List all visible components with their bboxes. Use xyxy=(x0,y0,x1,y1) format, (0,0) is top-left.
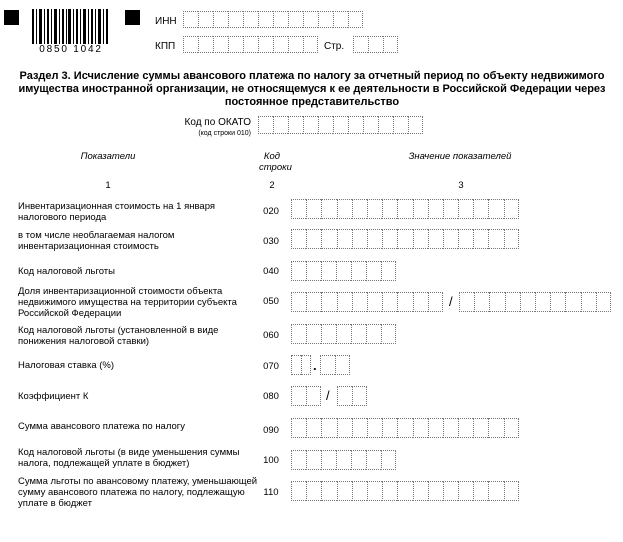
row-label-060: Код налоговой льготы (установленной в виде понижения налоговой ставки) xyxy=(18,325,219,347)
okato-label-block xyxy=(165,117,251,139)
column-number-3: 3 xyxy=(458,180,464,191)
inn-field[interactable] xyxy=(183,11,363,28)
row-label-080: Коэффициент К xyxy=(18,391,89,402)
kpp-label: КПП xyxy=(155,41,176,52)
value-field-070-integer[interactable] xyxy=(291,355,311,375)
kpp-field[interactable] xyxy=(183,36,318,53)
value-field-070-fraction[interactable] xyxy=(320,355,350,375)
row-label-020: Инвентаризационная стоимость на 1 января налогового периода xyxy=(18,201,216,223)
row-code-100: 100 xyxy=(263,455,279,466)
row-label-090: Сумма авансового платежа по налогу xyxy=(18,421,185,432)
section-title: Раздел 3. Исчисление суммы авансового платежа по налогу за отчетный период по объекту недвижимого имущества иностранной организации, не относящемуся к ее деятельности в Российской Федерации через постоянное представительство xyxy=(18,70,606,108)
okato-sublabel: (код строки 010) xyxy=(198,130,251,137)
page-number-field[interactable] xyxy=(353,36,398,53)
column-header-line-code: Код строки xyxy=(259,151,292,173)
separator-dot-070: . xyxy=(313,358,317,373)
barcode-number: 0850 1042 xyxy=(39,44,103,55)
row-label-070: Налоговая ставка (%) xyxy=(18,360,115,371)
corner-marker-right xyxy=(125,10,140,25)
page-label: Стр. xyxy=(324,41,345,52)
okato-label: Код по ОКАТО xyxy=(184,117,251,128)
value-field-090[interactable] xyxy=(291,418,519,438)
barcode-icon xyxy=(32,9,108,44)
column-header-indicators: Показатели xyxy=(80,151,136,162)
row-code-070: 070 xyxy=(263,361,279,372)
row-label-040: Код налоговой льготы xyxy=(18,266,115,277)
row-code-060: 060 xyxy=(263,330,279,341)
corner-marker-left xyxy=(4,10,19,25)
row-label-050: Доля инвентаризационной стоимости объекта недвижимого имущества на территории субъекта Российской Федерации xyxy=(18,286,237,319)
value-field-110[interactable] xyxy=(291,481,519,501)
okato-field[interactable] xyxy=(258,116,423,134)
value-field-080-denominator[interactable] xyxy=(337,386,367,406)
row-code-080: 080 xyxy=(263,391,279,402)
value-field-060[interactable] xyxy=(291,324,396,344)
row-label-110: Сумма льготы по авансовому платежу, уменьшающей сумму авансового платежа по налогу, подлежащую уплате в бюджет xyxy=(18,476,258,509)
value-field-080-numerator[interactable] xyxy=(291,386,321,406)
row-label-100: Код налоговой льготы (в виде уменьшения суммы налога, подлежащей уплате в бюджет) xyxy=(18,447,240,469)
row-label-030: в том числе необлагаемая налогом инвентаризационная стоимость xyxy=(18,230,175,252)
row-code-110: 110 xyxy=(263,487,279,498)
column-number-1: 1 xyxy=(105,180,111,191)
row-code-020: 020 xyxy=(263,206,279,217)
column-number-2: 2 xyxy=(269,180,275,191)
separator-slash-050: / xyxy=(449,294,453,309)
value-field-040[interactable] xyxy=(291,261,396,281)
value-field-030[interactable] xyxy=(291,229,519,249)
separator-slash-080: / xyxy=(326,388,330,403)
row-code-040: 040 xyxy=(263,266,279,277)
value-field-050-denominator[interactable] xyxy=(459,292,611,312)
value-field-020[interactable] xyxy=(291,199,519,219)
row-code-090: 090 xyxy=(263,425,279,436)
inn-label: ИНН xyxy=(155,16,177,27)
value-field-050-numerator[interactable] xyxy=(291,292,443,312)
row-code-030: 030 xyxy=(263,236,279,247)
row-code-050: 050 xyxy=(263,296,279,307)
value-field-100[interactable] xyxy=(291,450,396,470)
column-header-values: Значение показателей xyxy=(408,151,512,162)
